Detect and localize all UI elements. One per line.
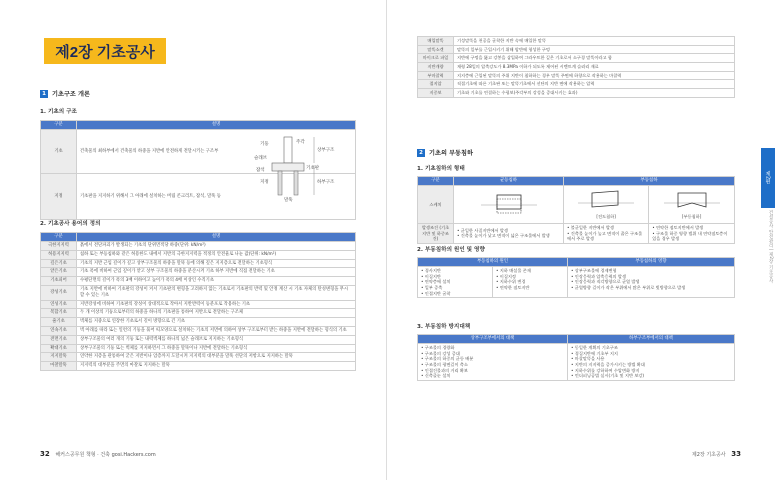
page-number: 33 <box>731 450 741 458</box>
cause-list-a <box>418 266 493 297</box>
table-cell-desc: 지반강성에 비하여 기초판의 강성이 상대적으로 작아서 지반반력이 등분포로 작용하는 기초 <box>77 300 356 309</box>
subsection-title: 1. 기초침하의 형태 <box>417 166 465 172</box>
list-line: • 일부 증축 <box>421 284 443 290</box>
table-cell-label: 매입말뚝 <box>418 37 454 46</box>
table-cell-desc: 연약한 지층을 관통하여 굳은 지반이나 암층까지 도달시켜 지지력의 대부분을 말뚝 선단의 저항으로 지지하는 말뚝 <box>77 353 356 362</box>
table-cell-desc: 상부구조물의 여러 개의 기둥 또는 내력벽체를 하나의 넓은 슬래브로 지지하는 기초형식 <box>77 335 356 344</box>
table-row <box>41 268 356 277</box>
list-line: • 이질지반 <box>421 273 441 279</box>
footer-text: 제2장 기초공사 <box>691 452 726 458</box>
table-row <box>41 285 356 300</box>
table-cell-desc: 지반에 구멍을 뚫고 강봉을 삽입하여 그라우트한 깊은 기초로서 소구경 말뚝이라고 함 <box>454 54 735 63</box>
table-row <box>418 54 735 63</box>
table-cell-desc: 벽 아래를 따라 또는 일련의 기둥을 묶어 띠모양으로 설치하는 기초의 저면에 의하여 상부 구조로부터 받는 하중을 지반에 전달하는 형식의 기초 <box>77 326 356 335</box>
table-header: 구분 <box>41 233 77 242</box>
list-line: • 연약한 점토지반에서 발생 <box>652 224 704 230</box>
table-cell-label: 접지압 <box>418 80 454 89</box>
table-cell-desc: 직접기초에 따른 기초판 또는 말뚝기초에서 선단의 지반 면에 작용하는 압력 <box>454 80 735 89</box>
section-heading-1 <box>40 89 90 98</box>
list-line: • 이질지정 <box>496 273 516 279</box>
side-tab: 제2편 <box>761 148 775 208</box>
right-page <box>387 0 775 480</box>
diagram-label: 기초판 <box>306 166 320 171</box>
diagram-label: 기둥 <box>260 142 269 147</box>
pile-shape <box>278 171 282 195</box>
table-cell-desc: 재령 28일의 압축강도가 8.3MPa 이하가 되도록 제어된 시멘트계 슬러리 재료 <box>454 63 735 72</box>
section-title: 기초구조 개론 <box>52 91 91 98</box>
list-line: • 동일한 계획의 기초구조 <box>571 344 618 350</box>
list-line: • 언더피닝공법 실시(기초 및 지반 보강) <box>571 373 645 379</box>
diagram-label: 주각 <box>296 140 305 145</box>
right-footer <box>692 450 745 458</box>
table-cell-label: 연속기초 <box>41 326 77 335</box>
list-line: • 연약한 점토지반 <box>496 284 530 290</box>
table-cell-label: 극한지지력 <box>41 241 77 250</box>
table-row <box>418 63 735 72</box>
list-line: • 구조물 하중 영향 범위 내 연약점토층이 있을 경우 발생 <box>652 230 728 242</box>
diagram-label: 상부구조 <box>317 148 335 153</box>
table-row <box>41 318 356 327</box>
table-row <box>41 241 356 250</box>
list-line: • 인장응력과 직각방향으로 균열 발생 <box>571 279 640 285</box>
table-header: 부동침하의 영향 <box>568 258 735 267</box>
table-cell-label: 기초 <box>41 129 77 173</box>
list-line: • 건축물 높이가 높고 면적이 좁은 구조물에서 주로 발생 <box>567 230 643 242</box>
table-row <box>41 259 356 268</box>
left-page <box>0 0 387 480</box>
table-cell-label: 지반개량 <box>418 63 454 72</box>
sketch-uniform <box>454 185 564 223</box>
list-line: • 연약층에 설치 <box>421 279 451 285</box>
column-shape <box>284 137 292 163</box>
cause-effect-table <box>417 257 735 298</box>
terms-table-continued <box>417 36 735 98</box>
table-header: 부등침하 <box>564 177 735 186</box>
footer-text: 해커스공무원 책형 · 건축 gosi.Hackers.com <box>55 452 156 458</box>
tilt-settlement-sketch <box>576 189 636 213</box>
diagram-label: 말뚝 <box>284 198 293 203</box>
table-row <box>41 277 356 286</box>
section-heading-2 <box>417 148 473 157</box>
table-cell-label: 마이크로 파일 <box>418 54 454 63</box>
table-cell-desc: 기초판을 지지하기 위해서 그 아래에 설치하는 버림 콘크리트, 잡석, 말뚝 등 <box>77 173 356 219</box>
table-row <box>41 335 356 344</box>
table-cell-desc: 흙에서 전단파괴가 발생되는 기초의 단위면적당 하중(단위: kN/m²) <box>77 241 356 250</box>
table-cell-list <box>649 223 735 243</box>
list-line: • 지하 매설물 존재 <box>496 267 531 273</box>
sketch-differential <box>649 185 735 223</box>
table-row <box>41 250 356 259</box>
list-line: • 신축줄눈 설치 <box>421 373 451 379</box>
cause-list-b <box>493 266 568 297</box>
left-footer <box>40 450 156 458</box>
table-cell-label: 깊은기초 <box>41 259 77 268</box>
list-line: • 상부구조물에 경제변형 <box>571 267 617 273</box>
list-line: • 불균일한 지반에서 발생 <box>567 224 614 230</box>
table-header: 하부구조부에서의 대책 <box>568 335 735 344</box>
table-cell-label: 확대기초 <box>41 344 77 353</box>
section-number: 2 <box>417 149 425 157</box>
terms-table <box>40 232 356 371</box>
table-cell-desc: 말뚝의 일부를 근입시키기 위해 암반에 형성한 구멍 <box>454 45 735 54</box>
table-cell-desc: 지지층에 근입된 말뚝의 주위 지반이 침하하는 경우 말뚝 주면에 하향으로 작용하는 마찰력 <box>454 71 735 80</box>
table-cell-desc: 기초 폭에 비하여 근입 깊이가 얕고 상부 구조물의 하중을 분산시켜 기초 하부 지반에 직접 전달하는 기초 <box>77 268 356 277</box>
diagram-label: 하부구조 <box>317 180 335 185</box>
sketch-caption: [부등침하] <box>681 214 702 220</box>
list-line: • 마찰말뚝을 사용 <box>571 356 605 362</box>
subsection-title: 3. 부동침하 방지대책 <box>417 324 471 330</box>
list-line: • 구조물의 하중의 균등 배분 <box>421 356 474 362</box>
table-row <box>418 89 735 98</box>
table-cell-label: 연성기초 <box>41 300 77 309</box>
subsection-title: 1. 기초의 구조 <box>40 109 77 115</box>
table-cell-label: 스케치 <box>418 185 454 223</box>
table-row <box>41 353 356 362</box>
table-cell-label: 지지말뚝 <box>41 353 77 362</box>
list-line: • 균일한 사질지반에서 발생 <box>457 227 508 233</box>
table-header: 설명 <box>77 121 356 130</box>
uniform-settlement-sketch <box>479 189 539 219</box>
table-cell-label: 마찰말뚝 <box>41 362 77 371</box>
prevention-table <box>417 334 735 381</box>
table-cell-list <box>454 223 564 243</box>
table-header: 설명 <box>77 233 356 242</box>
section-number: 1 <box>40 90 48 98</box>
lower-measures <box>568 343 735 380</box>
table-cell-desc: 기초의 지반 근입 깊이가 깊고 상부구조물의 하중을 말뚝 등에 의해 깊은 지지층으로 전달하는 기초형식 <box>77 259 356 268</box>
table-cell-label: 복합기초 <box>41 309 77 318</box>
table-cell-desc: 기성말뚝을 천공을 굴착한 지반 속에 매입한 말뚝 <box>454 37 735 46</box>
list-line: • 인접지반 굴착 <box>421 290 451 296</box>
list-line: • 경사지반 <box>421 267 441 273</box>
table-cell-label: 지정 <box>41 173 77 219</box>
list-line: • 경질지반에 기초부 지지 <box>571 350 618 356</box>
table-cell-desc: 침하 또는 부등침하와 같은 허용한도 내에서 지반의 극한지지력을 적정의 안전율로 나눈 값(단위: kN/m²) <box>77 250 356 259</box>
table-cell-label: 전면기초 <box>41 335 77 344</box>
table-header: 구분 <box>418 177 454 186</box>
list-line: • 인장응력과 압축응력의 발생 <box>571 273 627 279</box>
table-cell-label: 얕은기초 <box>41 268 77 277</box>
table-cell-label: 강성기초 <box>41 285 77 300</box>
list-line: • 지반의 지지력을 증가시키는 방법 확대 <box>571 361 645 367</box>
settlement-type-table <box>417 176 735 244</box>
table-header: 상부구조부에서의 대책 <box>418 335 568 344</box>
sketch-tilt <box>564 185 649 223</box>
table-cell-label: 말뚝소켓 <box>418 45 454 54</box>
list-line: • 균열방향 길이가 작은 부위에서 많은 부위로 빗방향으로 발생 <box>571 284 686 290</box>
section-title: 기초의 부동침하 <box>429 150 473 157</box>
table-cell-desc: 두 개 이상의 기둥으로부터의 하중을 하나의 기초판을 통하여 지반으로 전달하는 구조체 <box>77 309 356 318</box>
table-cell-desc: 수평단면의 길이가 폭의 3배 이하이고 높이가 폭의 4배 이상인 수직기초 <box>77 277 356 286</box>
table-row <box>41 309 356 318</box>
list-line: • 구조물의 경량화 <box>421 344 455 350</box>
table-cell-desc: 건축물의 최하부에서 건축물의 하중을 지반에 안전하게 전달시키는 구조부 <box>77 129 356 173</box>
foundation-diagram <box>254 131 352 203</box>
chapter-title: 제2장 기초공사 <box>44 38 166 64</box>
upper-measures <box>418 343 568 380</box>
side-running-title: 건설공사 안전관리 | 제2장 기초공사 <box>768 210 773 284</box>
table-row <box>418 71 735 80</box>
table-row <box>41 344 356 353</box>
pile-shape <box>294 171 298 195</box>
table-header: 부동침하의 원인 <box>418 258 568 267</box>
table-cell-desc: 벽체를 지중으로 연장한 기초로서 길이 방향으로 긴 기초 <box>77 318 356 327</box>
list-line: • 지하수위 변경 <box>496 279 526 285</box>
list-line: • 지하수위를 강하하여 수압변화 방지 <box>571 367 640 373</box>
footing-shape <box>272 163 304 171</box>
table-cell-label: 줄기초 <box>41 318 77 327</box>
sketch-caption: [전도침하] <box>596 214 616 220</box>
table-row <box>41 300 356 309</box>
table-row <box>418 37 735 46</box>
subsection-title: 2. 기초공사 용어의 정의 <box>40 221 101 227</box>
table-cell-desc: 지지력의 대부분을 주면의 마찰로 지지하는 말뚝 <box>77 362 356 371</box>
table-cell-list <box>564 223 649 243</box>
subsection-title: 2. 부동침하의 원인 및 영향 <box>417 247 485 253</box>
table-row <box>41 326 356 335</box>
table-cell-desc: 기초 지반에 비하여 기초판의 강성이 커서 기초판의 변형을 고려하지 않는 기초로서 기초판의 반력 및 안정 계산 시 기초 자체의 탄성변형을 무시할 수 있는 기초 <box>77 285 356 300</box>
effect-list <box>568 266 735 297</box>
table-cell-desc: 기초와 기초를 연결하는 수평보(주각부의 강성을 증대시키는 효과) <box>454 89 735 98</box>
list-line: • 인접건물과의 거리 확보 <box>421 367 468 373</box>
table-cell-label: 발생조건 (기초지반 및 하중조건) <box>418 223 454 243</box>
table-cell-label: 허용지지력 <box>41 250 77 259</box>
list-line: • 구조물의 강성 증대 <box>421 350 460 356</box>
table-header: 구분 <box>41 121 77 130</box>
diagram-label: 지정 <box>260 180 269 185</box>
table-row <box>418 80 735 89</box>
table-header: 균등침하 <box>454 177 564 186</box>
differential-settlement-sketch <box>662 189 722 213</box>
table-cell-label: 부마찰력 <box>418 71 454 80</box>
list-line: • 구조물의 평면길이 축소 <box>421 361 468 367</box>
table-row <box>418 45 735 54</box>
table-cell-desc: 상부구조물의 기둥 또는 벽체를 지지하면서 그 하중을 말뚝이나 지반에 전달하는 기초형식 <box>77 344 356 353</box>
table-cell-label: 지중보 <box>418 89 454 98</box>
diagram-label: 잡석 <box>256 168 265 173</box>
table-row <box>41 362 356 371</box>
list-line: • 건축물 높이가 낮고 면적이 넓은 구조물에서 발생 <box>457 233 550 239</box>
page-number: 32 <box>40 450 50 458</box>
table-cell-label: 기초피어 <box>41 277 77 286</box>
diagram-label: 슬래브 <box>254 156 268 161</box>
